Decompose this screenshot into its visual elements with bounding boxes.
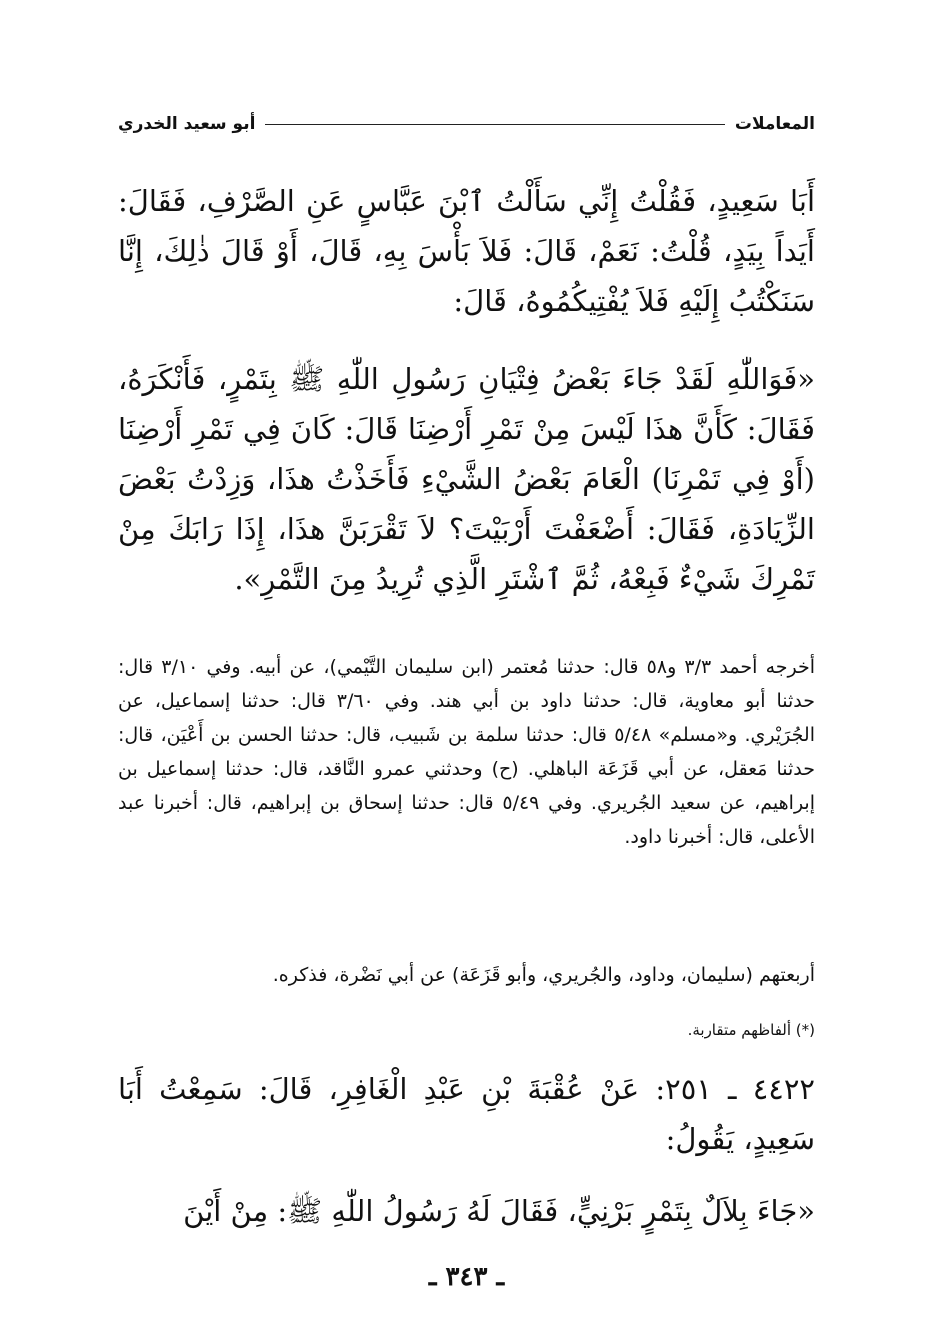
wording-note: (*) ألفاظهم متقاربة. [687,1021,815,1039]
section-title: المعاملات [734,114,815,134]
narrator-name: أبو سعيد الخدري [118,114,256,134]
page-number: ـ ٣٤٣ ـ [428,1262,505,1292]
paragraph-hadith-text: «فَوَاللّٰهِ لَقَدْ جَاءَ بَعْضُ فِتْيَانِ رَسُولِ اللّٰهِ ﷺ بِتَمْرٍ، فَأَنْكَرَهُ، فَقَالَ: كَأَنَّ هذَا لَيْسَ مِنْ تَمْرِ أَرْضِنَا قَالَ: كَانَ فِي تَمْرِ أَرْضِنَا (أَوْ فِي تَمْرِنَا) الْعَامَ بَعْضُ الشَّيْءِ فَأَخَذْتُ هذَا، وَزِدْتُ بَعْضَ الزِّيَادَةِ، فَقَالَ: أَضْعَفْتَ أَرْبَيْتَ؟ لاَ تَقْرَبَنَّ هذَا، إِذَا رَابَكَ مِنْ تَمْرِكَ شَيْءٌ فَبِعْهُ، ثُمَّ ٱشْتَرِ الَّذِي تُرِيدُ مِنَ التَّمْرِ». [118,362,815,596]
page-header [118,112,815,136]
paragraph-continuation: أَبَا سَعِيدٍ، فَقُلْتُ إِنِّي سَأَلْتُ ٱبْنَ عَبَّاسٍ عَنِ الصَّرْفِ، فَقَالَ: أَيَداً بِيَدٍ، قُلْتُ: نَعَمْ، قَالَ: فَلاَ بَأْسَ بِهِ، قَالَ، أَوْ قَالَ ذٰلِكَ، إِنَّا سَنَكْتُبُ إِلَيْهِ فَلاَ يُفْتِيكُمُوهُ، قَالَ: [118,184,815,318]
hadith-start: «جَاءَ بِلاَلٌ بِتَمْرٍ بَرْنِيٍّ، فَقَالَ لَهُ رَسُولُ اللّٰهِ ﷺ: مِنْ أَيْنَ [183,1194,815,1228]
takhrij-note: أخرجه أحمد ٣/٣ و٥٨ قال: حدثنا مُعتمر (ابن سليمان التَّيْمي)، عن أبيه. وفي ٣/١٠ قال: حدثنا أبو معاوية، قال: حدثنا داود بن أبي هند. وفي ٣/٦٠ قال: حدثنا إسماعيل، عن الجُرَيْري. و«مسلم» ٥/٤٨ قال: حدثنا سلمة بن شَبيب، قال: حدثنا الحسن بن أَعْيَن، قال: حدثنا مَعقل، عن أبي قَزَعَة الباهلي. (ح) وحدثني عمرو النَّاقد، قال: حدثنا إسماعيل بن إبراهيم، عن سعيد الجُريري. وفي ٥/٤٩ قال: حدثنا إسحاق بن إبراهيم، قال: أخبرنا عبد الأعلى، قال: أخبرنا داود. [118,656,816,848]
header-rule [265,124,724,125]
narrators-summary: أربعتهم (سليمان، وداود، والجُريري، وأبو قَزَعَة) عن أبي نَضْرة، فذكره. [272,964,815,986]
hadith-intro: ٤٤٢٢ ـ ٢٥١: عَنْ عُقْبَةَ بْنِ عَبْدِ الْغَافِرِ، قَالَ: سَمِعْتُ أَبَا سَعِيدٍ، يَقُولُ: [118,1072,815,1156]
